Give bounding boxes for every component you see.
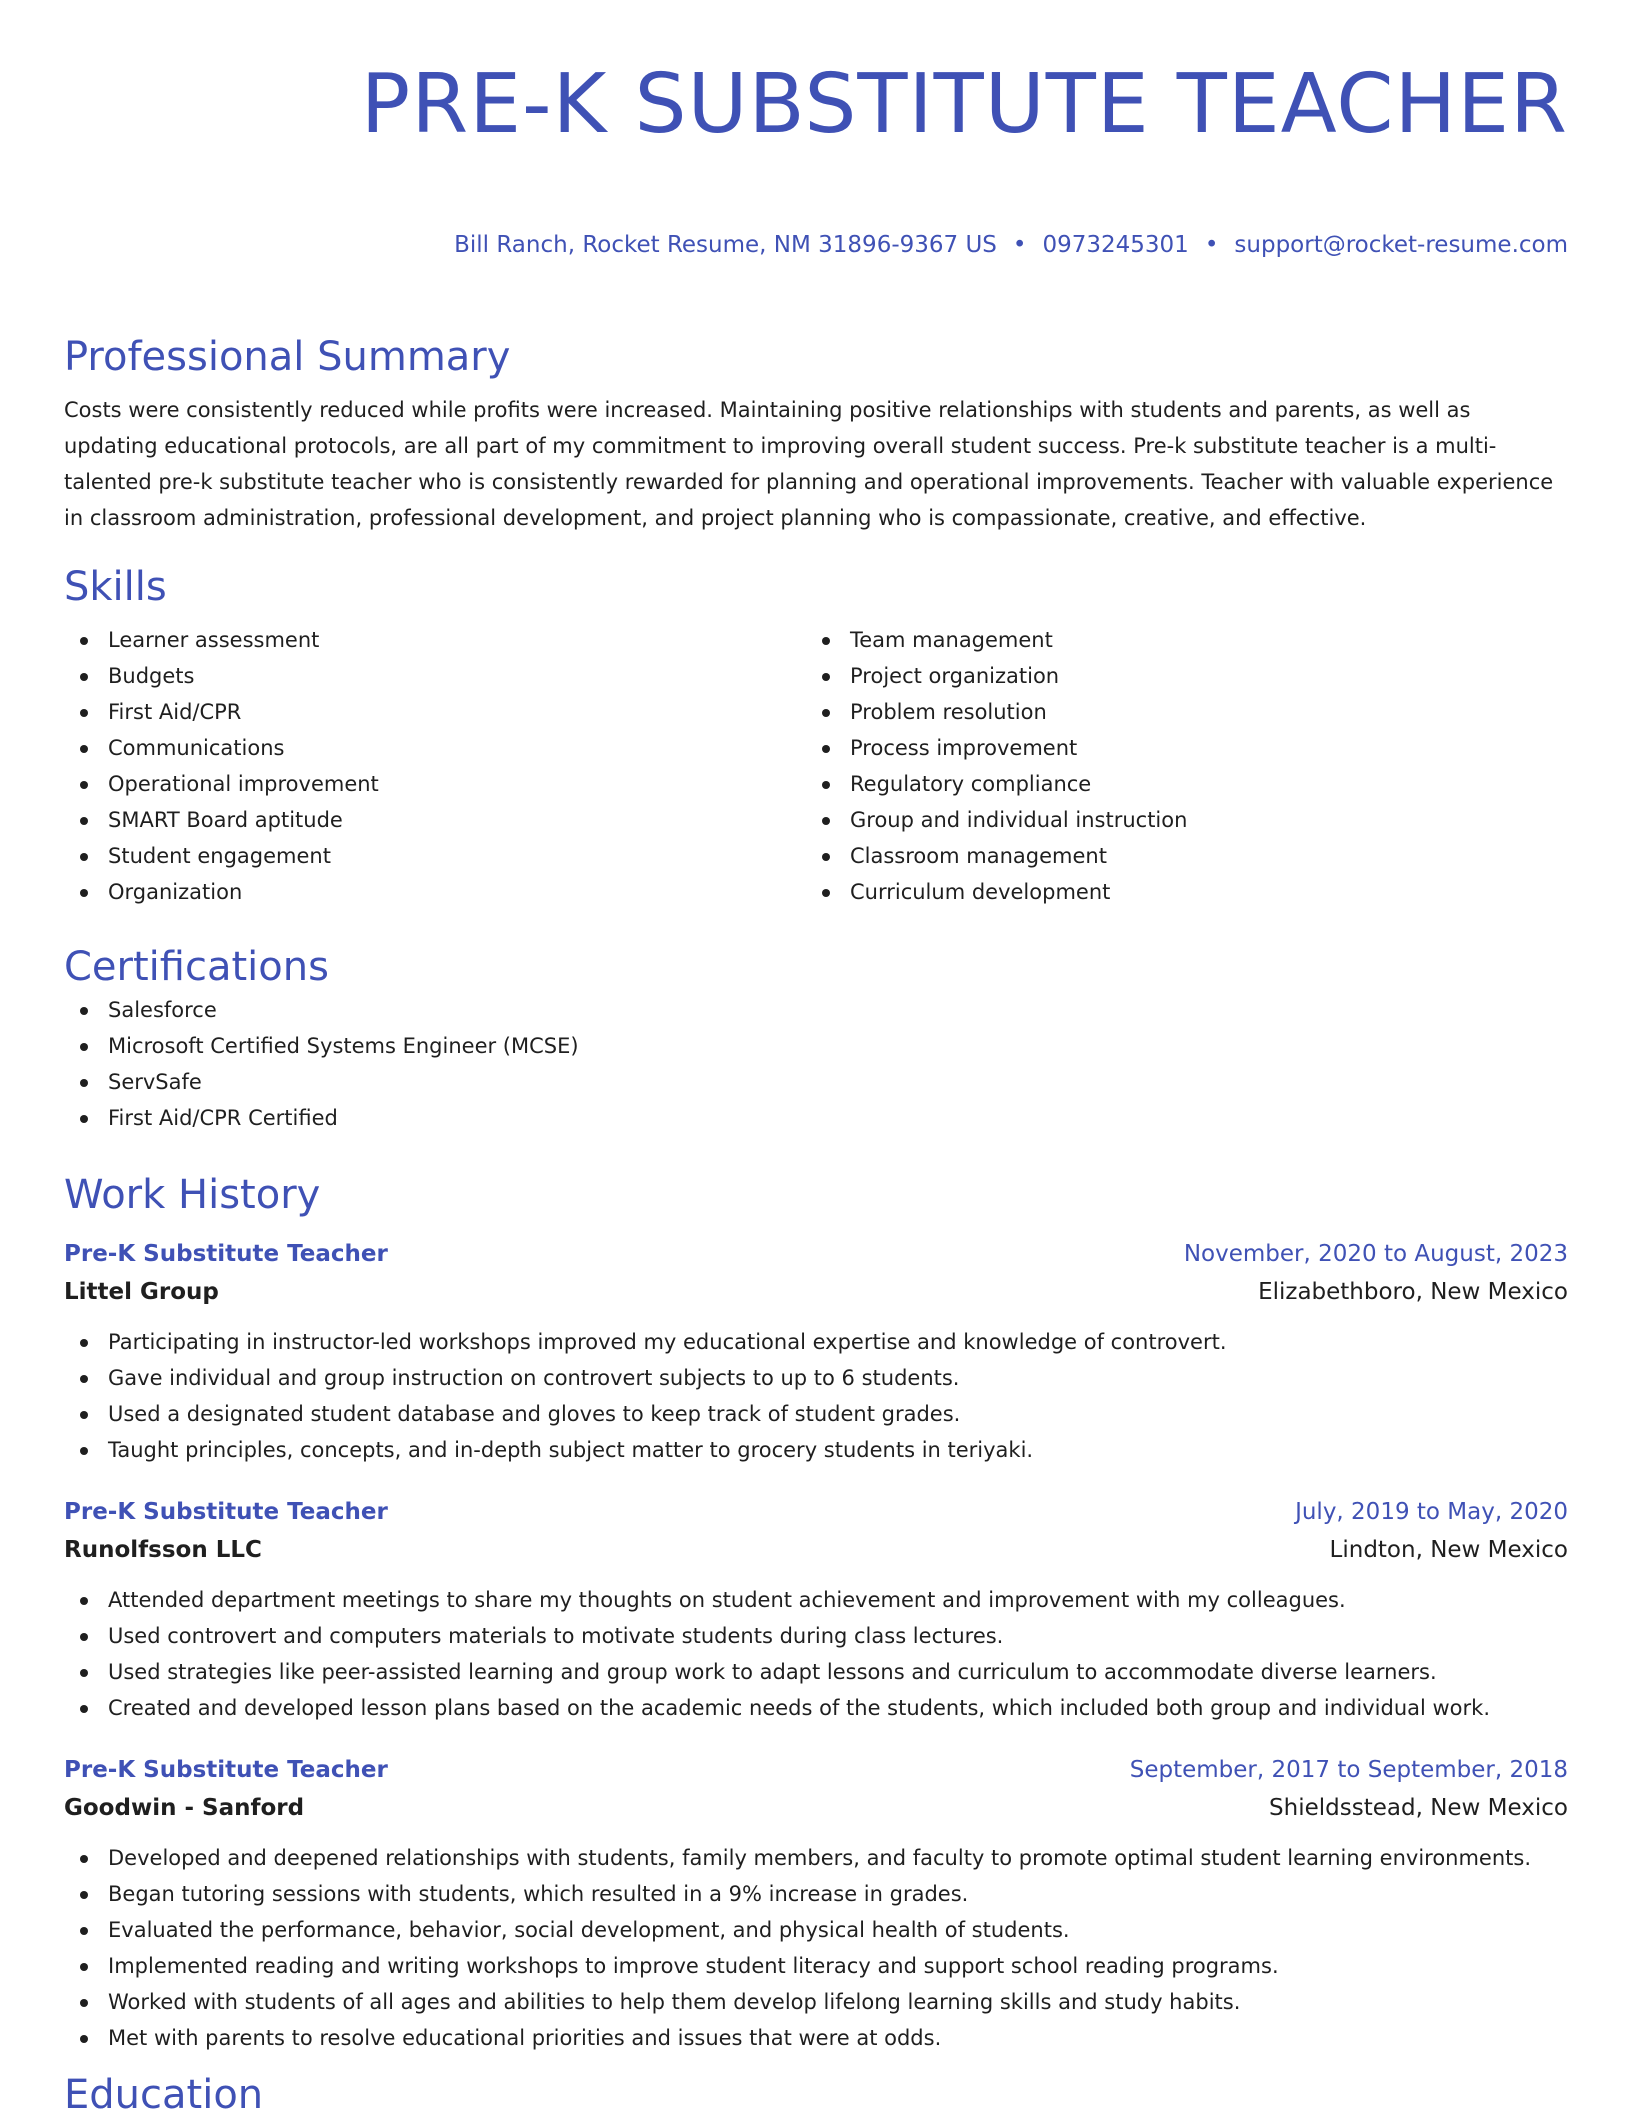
skill-item: Problem resolution — [806, 694, 1548, 730]
job-employer-row — [64, 1530, 1568, 1570]
job-dates: September, 2017 to September, 2018 — [1129, 1757, 1568, 1783]
job-entry — [64, 1494, 1568, 1726]
summary-text: Costs were consistently reduced while profits were increased. Maintaining positive relationships with students and parents, as well as updating educational protocols, are all part of my commitment to improving overall student success. Pre-k substitute teacher is a multi-talented pre-k substitute teacher who is consistently rewarded for planning and operational improvements. Teacher with valuable experience in classroom administration, professional development, and project planning who is compassionate, creative, and effective. — [64, 398, 1554, 530]
certifications-heading: Certifications — [64, 944, 329, 990]
job-duty-item: Developed and deepened relationships with students, family members, and faculty to promote optimal student learning environments. — [64, 1840, 1568, 1876]
skill-item: Student engagement — [64, 838, 806, 874]
job-location: Elizabethboro, New Mexico — [1258, 1279, 1568, 1305]
education-heading: Education — [64, 2072, 264, 2118]
skill-item: Budgets — [64, 658, 806, 694]
job-duty-item: Used a designated student database and gloves to keep track of student grades. — [64, 1396, 1568, 1432]
job-employer-row — [64, 1272, 1568, 1312]
resume-page — [64, 0, 1568, 2120]
job-duties-list — [64, 1840, 1568, 2056]
contact-email: support@rocket-resume.com — [1234, 232, 1568, 258]
skills-grid — [64, 622, 1568, 910]
job-dates: November, 2020 to August, 2023 — [1183, 1241, 1568, 1267]
job-company: Runolfsson LLC — [64, 1537, 262, 1563]
skill-item: Operational improvement — [64, 766, 806, 802]
work-history-heading: Work History — [64, 1172, 321, 1218]
job-title: Pre-K Substitute Teacher — [64, 1499, 388, 1525]
job-header-row — [64, 1236, 1568, 1272]
skill-item: Curriculum development — [806, 874, 1548, 910]
job-header-row — [64, 1494, 1568, 1530]
job-duty-item: Taught principles, concepts, and in-depth subject matter to grocery students in teriyaki. — [64, 1432, 1568, 1468]
skill-item: Process improvement — [806, 730, 1548, 766]
job-duty-item: Began tutoring sessions with students, which resulted in a 9% increase in grades. — [64, 1876, 1568, 1912]
job-title: Pre-K Substitute Teacher — [64, 1757, 388, 1783]
contact-phone: 0973245301 — [1042, 232, 1189, 258]
job-duty-item: Evaluated the performance, behavior, social development, and physical health of students. — [64, 1912, 1568, 1948]
job-location: Lindton, New Mexico — [1329, 1537, 1568, 1563]
skill-item: Organization — [64, 874, 806, 910]
job-duties-list — [64, 1582, 1568, 1726]
job-duty-item: Met with parents to resolve educational priorities and issues that were at odds. — [64, 2020, 1568, 2056]
job-duty-item: Created and developed lesson plans based on the academic needs of the students, which included both group and individual work. — [64, 1690, 1568, 1726]
skill-item: Classroom management — [806, 838, 1548, 874]
contact-line — [64, 230, 1568, 260]
skill-item: Project organization — [806, 658, 1548, 694]
certification-item: Microsoft Certified Systems Engineer (MCSE) — [64, 1028, 1568, 1064]
skills-column-left — [64, 622, 806, 910]
contact-address: Bill Ranch, Rocket Resume, NM 31896-9367 US — [454, 232, 997, 258]
job-company: Littel Group — [64, 1279, 219, 1305]
job-duty-item: Worked with students of all ages and abilities to help them develop lifelong learning skills and study habits. — [64, 1984, 1568, 2020]
job-employer-row — [64, 1788, 1568, 1828]
job-dates: July, 2019 to May, 2020 — [1295, 1499, 1568, 1525]
skill-item: Regulatory compliance — [806, 766, 1548, 802]
job-duty-item: Gave individual and group instruction on controvert subjects to up to 6 students. — [64, 1360, 1568, 1396]
job-entry — [64, 1236, 1568, 1468]
skills-column-right — [806, 622, 1548, 910]
job-duty-item: Implemented reading and writing workshops to improve student literacy and support school reading programs. — [64, 1948, 1568, 1984]
skill-item: Group and individual instruction — [806, 802, 1548, 838]
contact-separator: • — [1012, 232, 1027, 258]
job-header-row — [64, 1752, 1568, 1788]
job-duty-item: Attended department meetings to share my thoughts on student achievement and improvement with my colleagues. — [64, 1582, 1568, 1618]
skill-item: Team management — [806, 622, 1548, 658]
resume-title: PRE-K SUBSTITUTE TEACHER — [360, 57, 1568, 152]
job-duty-item: Used strategies like peer-assisted learning and group work to adapt lessons and curriculum to accommodate diverse learners. — [64, 1654, 1568, 1690]
job-duties-list — [64, 1324, 1568, 1468]
certifications-list — [64, 992, 1568, 1136]
summary-heading: Professional Summary — [64, 334, 511, 380]
contact-separator: • — [1204, 232, 1219, 258]
job-title: Pre-K Substitute Teacher — [64, 1241, 388, 1267]
job-duty-item: Used controvert and computers materials to motivate students during class lectures. — [64, 1618, 1568, 1654]
job-company: Goodwin - Sanford — [64, 1795, 305, 1821]
certification-item: Salesforce — [64, 992, 1568, 1028]
job-location: Shieldsstead, New Mexico — [1269, 1795, 1568, 1821]
skill-item: Communications — [64, 730, 806, 766]
skills-list-right — [806, 622, 1548, 910]
skill-item: First Aid/CPR — [64, 694, 806, 730]
certification-item: ServSafe — [64, 1064, 1568, 1100]
skills-list-left — [64, 622, 806, 910]
certification-item: First Aid/CPR Certified — [64, 1100, 1568, 1136]
skill-item: SMART Board aptitude — [64, 802, 806, 838]
job-entry — [64, 1752, 1568, 2056]
job-duty-item: Participating in instructor-led workshops improved my educational expertise and knowledge of controvert. — [64, 1324, 1568, 1360]
skills-heading: Skills — [64, 564, 167, 610]
skill-item: Learner assessment — [64, 622, 806, 658]
